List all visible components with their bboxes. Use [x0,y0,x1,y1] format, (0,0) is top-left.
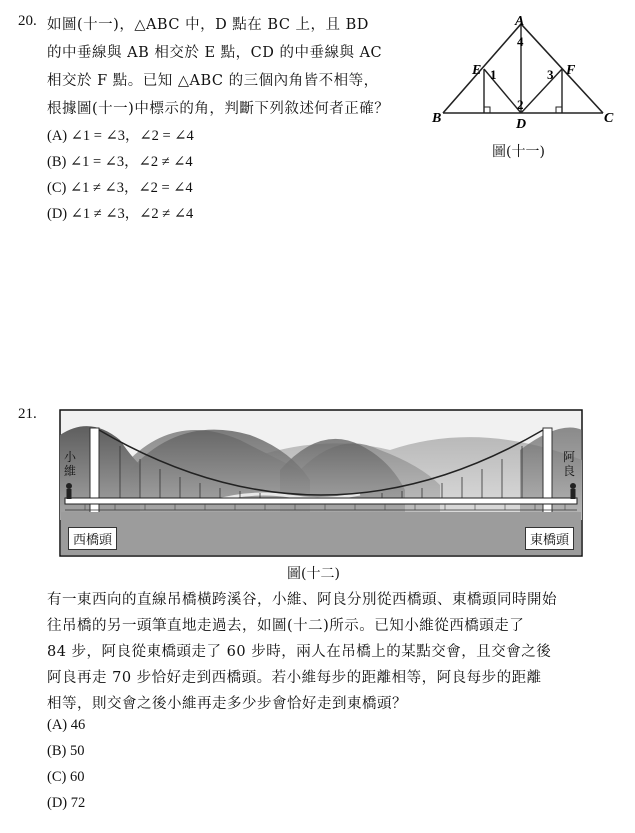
q20-line-4: 根據圖(十一)中標示的角，判斷下列敘述何者正確？ [47,101,390,117]
q21-line-4: 阿良再走 70 步恰好走到西橋頭。若小維每步的距離相等，阿良每步的距離 [47,670,542,686]
question-21-number: 21. [18,406,37,422]
angle-label-1: 1 [490,67,497,82]
label-b: B [432,111,442,126]
right-angle-mark-e [484,107,490,113]
q20-line-2: 的中垂線與 AB 相交於 E 點，CD 的中垂線與 AC [47,45,383,61]
q21-line-1: 有一東西向的直線吊橋橫跨溪谷，小維、阿良分別從西橋頭、東橋頭同時開始 [47,592,557,608]
figure-12-caption: 圖(十二) [287,566,340,582]
q20-option-c[interactable]: (C) ∠1 ≠ ∠3，∠2 = ∠4 [47,180,193,196]
person-west-name: 小維 [64,450,77,478]
figure-12-bridge [60,410,582,556]
label-a: A [515,14,525,29]
angle-label-3: 3 [547,67,554,82]
q21-option-b[interactable]: (B) 50 [47,743,85,759]
q20-option-d[interactable]: (D) ∠1 ≠ ∠3，∠2 ≠ ∠4 [47,206,194,222]
west-bridgehead-label: 西橋頭 [68,527,117,550]
person-east-name: 阿良 [563,450,576,478]
angle-label-2: 2 [517,97,524,112]
ground [61,512,581,555]
q21-line-5: 相等，則交會之後小維再走多少步會恰好走到東橋頭？ [47,696,407,712]
label-f: F [566,63,576,78]
q20-line-1: 如圖(十一)，△ABC 中，D 點在 BC 上，且 BD [47,17,369,33]
q21-option-c[interactable]: (C) 60 [47,769,85,785]
person-east-figure [570,483,576,499]
q21-option-a[interactable]: (A) 46 [47,717,86,733]
label-e: E [472,63,482,78]
q20-line-3: 相交於 F 點。已知 △ABC 的三個內角皆不相等， [47,73,379,89]
q21-line-3: 84 步，阿良從東橋頭走了 60 步時，兩人在吊橋上的某點交會，且交會之後 [47,644,552,660]
label-c: C [604,111,614,126]
figure-11-triangle [428,12,618,132]
figure-11-caption: 圖(十一) [492,144,545,160]
q20-option-a[interactable]: (A) ∠1 = ∠3，∠2 = ∠4 [47,128,194,144]
angle-label-4: 4 [517,34,524,49]
person-west-figure [66,483,72,499]
bridge-deck [65,498,577,504]
q21-option-d[interactable]: (D) 72 [47,795,86,811]
question-20-number: 20. [18,13,37,29]
segment-df [521,69,562,113]
east-bridgehead-label: 東橋頭 [525,527,574,550]
q21-line-2: 往吊橋的另一頭筆直地走過去，如圖(十二)所示。已知小維從西橋頭走了 [47,618,525,634]
right-angle-mark-f [556,107,562,113]
q20-option-b[interactable]: (B) ∠1 = ∠3，∠2 ≠ ∠4 [47,154,193,170]
label-d: D [516,117,527,132]
